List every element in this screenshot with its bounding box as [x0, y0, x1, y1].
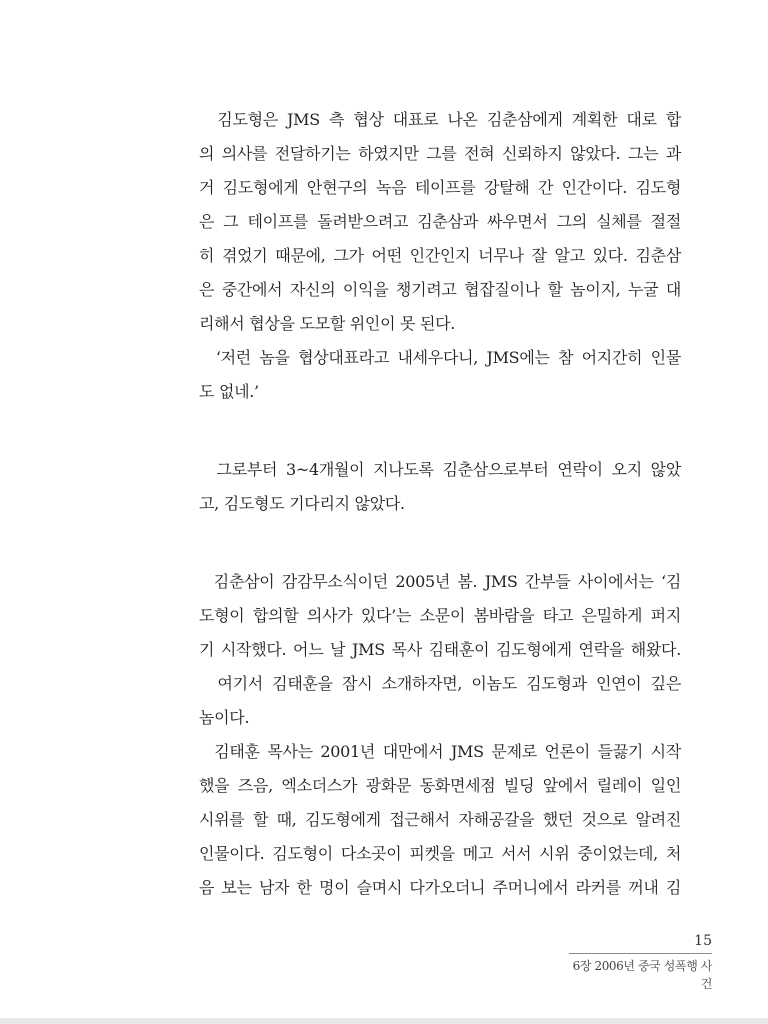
- body-line: 인물이다. 김도형이 다소곳이 피켓을 메고 서서 시위 중이었는데, 처: [199, 844, 681, 863]
- body-line: 거 김도형에게 안현구의 녹음 테이프를 강탈해 간 인간이다. 김도형: [199, 178, 681, 197]
- body-line: 은 중간에서 자신의 이익을 챙기려고 협잡질이나 할 놈이지, 누굴 대: [199, 280, 681, 299]
- body-text: [199, 103, 681, 905]
- body-line: 기 시작했다. 어느 날 JMS 목사 김태훈이 김도형에게 연락을 해왔다.: [199, 640, 681, 659]
- body-line: 음 보는 남자 한 명이 슬며시 다가오더니 주머니에서 라커를 꺼내 김: [199, 878, 681, 897]
- body-line: 그로부터 3~4개월이 지나도록 김춘삼으로부터 연락이 오지 않았: [199, 460, 681, 479]
- body-line: 히 겪었기 때문에, 그가 어떤 인간인지 너무나 잘 알고 있다. 김춘삼: [199, 246, 681, 265]
- body-line: 김도형은 JMS 측 협상 대표로 나온 김춘삼에게 계획한 대로 합: [199, 110, 681, 129]
- body-line: 도 없네.’: [199, 382, 259, 401]
- body-line: 시위를 할 때, 김도형에게 접근해서 자해공갈을 했던 것으로 알려진: [199, 810, 681, 829]
- body-line: 리해서 협상을 도모할 위인이 못 된다.: [199, 314, 456, 333]
- body-line: 김춘삼이 감감무소식이던 2005년 봄. JMS 간부들 사이에서는 ‘김: [199, 572, 681, 591]
- chapter-title: 6장 2006년 중국 성폭행 사건: [572, 959, 712, 991]
- bottom-edge: [0, 1018, 768, 1024]
- footer-divider: [569, 953, 712, 954]
- body-line: 고, 김도형도 기다리지 않았다.: [199, 494, 405, 513]
- body-line: 놈이다.: [199, 708, 250, 727]
- body-line: ‘저런 놈을 협상대표라고 내세우다니, JMS에는 참 어지간히 인물: [199, 348, 681, 367]
- page-footer: [569, 930, 712, 993]
- body-line: 의 의사를 전달하기는 하였지만 그를 전혀 신뢰하지 않았다. 그는 과: [199, 144, 681, 163]
- paragraph-gap: [199, 409, 681, 453]
- body-line: 도형이 합의할 의사가 있다’는 소문이 봄바람을 타고 은밀하게 퍼지: [199, 606, 681, 625]
- body-line: 김태훈 목사는 2001년 대만에서 JMS 문제로 언론이 들끓기 시작: [199, 742, 681, 761]
- body-line: 했을 즈음, 엑소더스가 광화문 동화면세점 빌딩 앞에서 릴레이 일인: [199, 776, 681, 795]
- paragraph-gap: [199, 521, 681, 565]
- body-line: 은 그 테이프를 돌려받으려고 김춘삼과 싸우면서 그의 실체를 절절: [199, 212, 681, 231]
- body-line: 여기서 김태훈을 잠시 소개하자면, 이놈도 김도형과 인연이 깊은: [199, 674, 681, 693]
- page-number: 15: [694, 933, 712, 949]
